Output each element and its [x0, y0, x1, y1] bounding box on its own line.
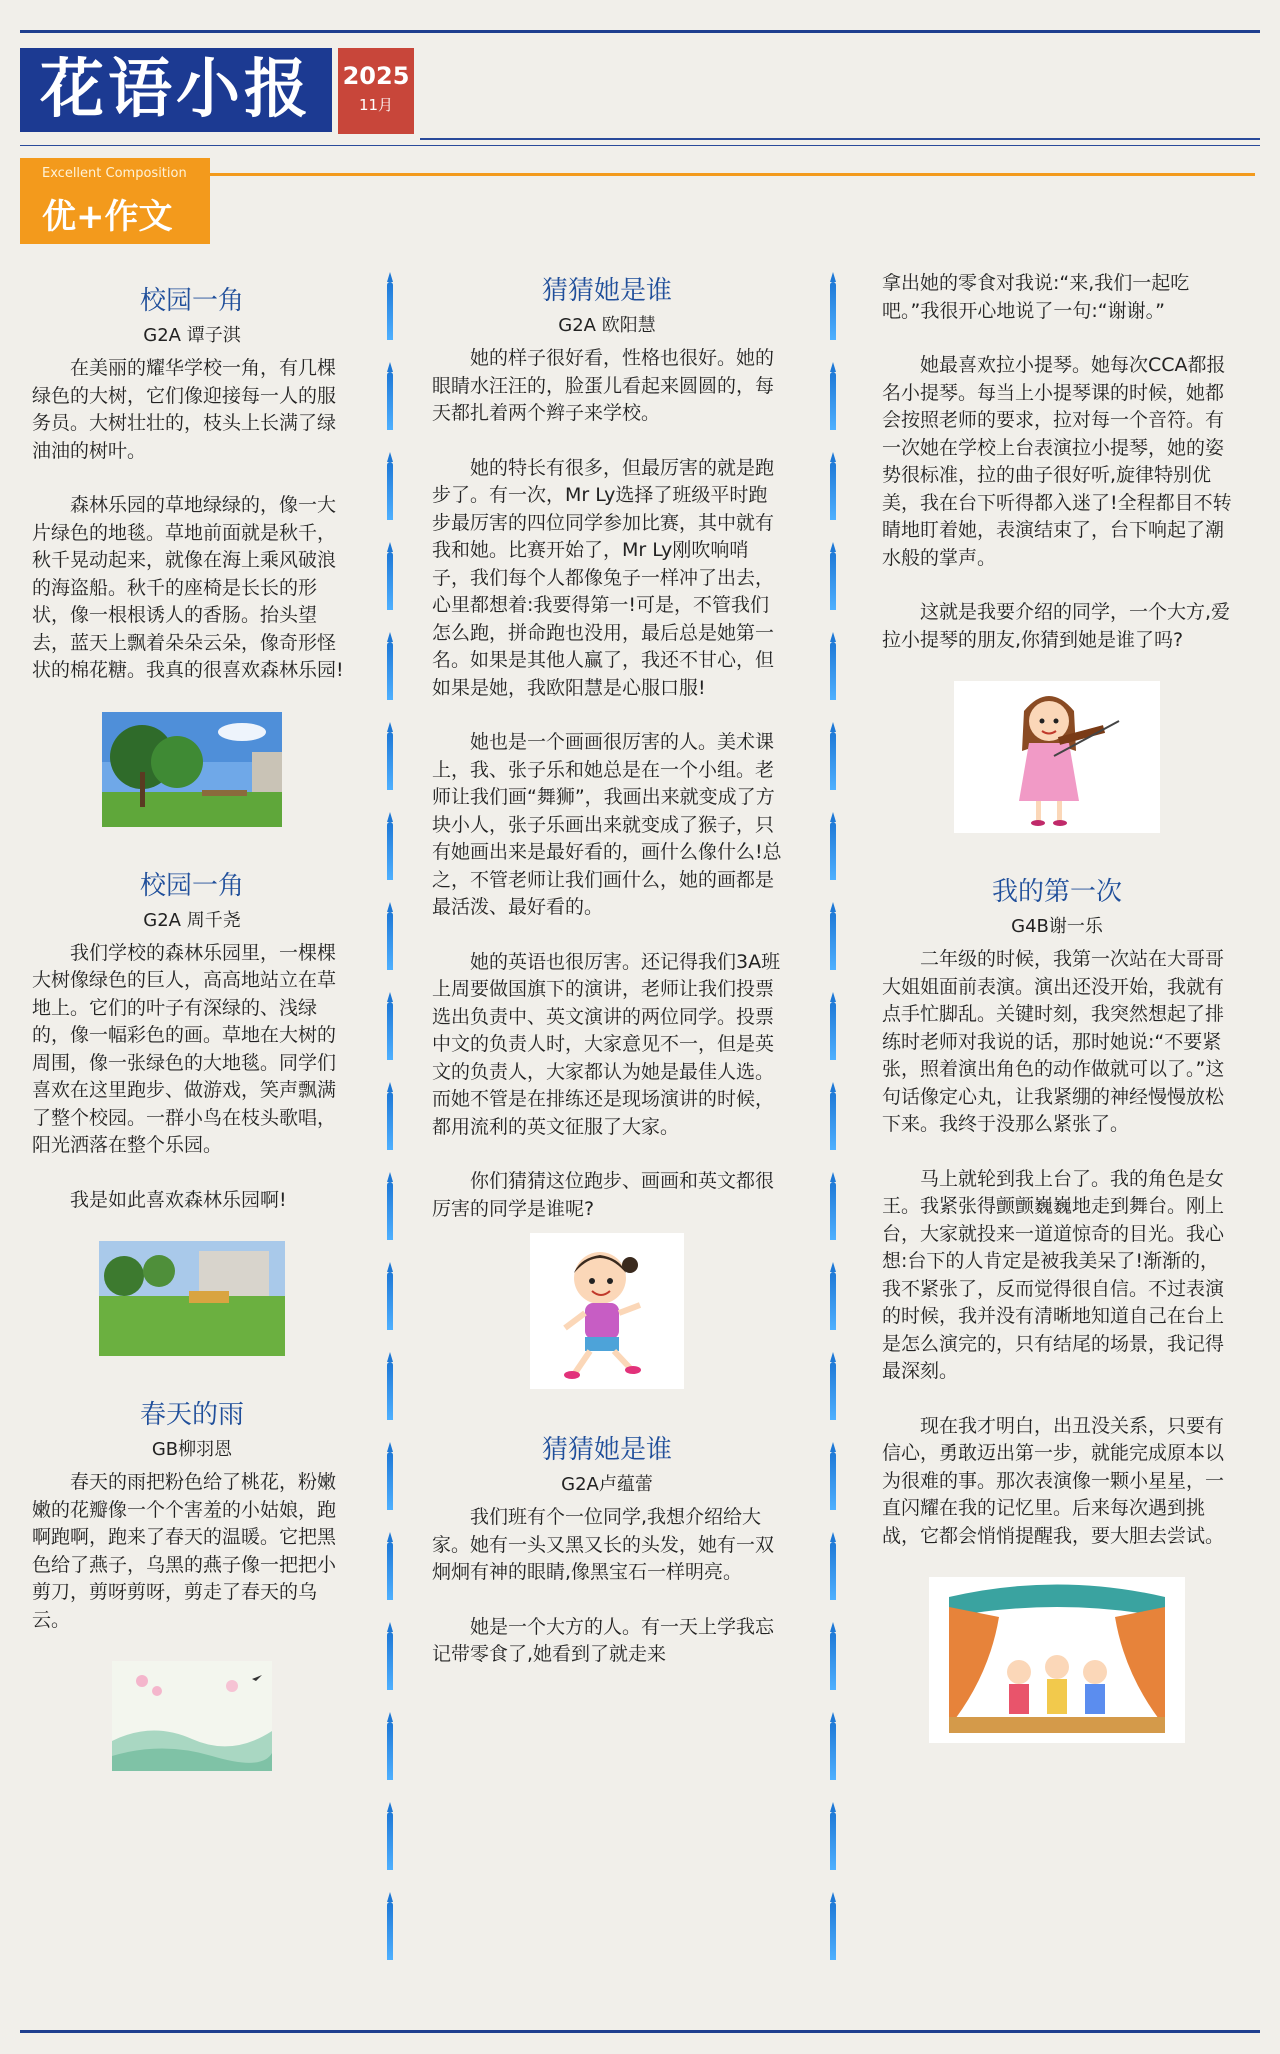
- article-author: G2A 谭子淇: [143, 325, 241, 346]
- spring-painting: [32, 1661, 352, 1771]
- article-author: G4B谢一乐: [1011, 916, 1103, 937]
- article-paragraph: 她是一个大方的人。有一天上学我忘记带零食了,她看到了就走来: [432, 1615, 775, 1665]
- column-3: [882, 270, 1232, 1781]
- article-author: G2A 周千尧: [143, 909, 241, 931]
- article-paragraph: 二年级的时候，我第一次站在大哥哥大姐姐面前表演。演出还没开始，我就有点手忙脚乱。关键时刻，我突然想起了排练时老师对我说的话，那时她说:“不要紧张，照着演出角色的动作做就可以了。”这句话像定心丸，让我紧绷的神经慢慢放松下来。我终于没那么紧张了。: [882, 948, 1225, 1135]
- lawn-photo: [32, 1241, 352, 1356]
- article-spring-rain: [32, 1394, 352, 1771]
- article-paragraph: 她的样子很好看，性格也很好。她的眼睛水汪汪的，脸蛋儿看起来圆圆的，每天都扎着两个辫子来学校。: [432, 347, 775, 424]
- issue-date-box: [338, 48, 414, 134]
- article-paragraph: 她也是一个画画很厉害的人。美术课上，我、张子乐和她总是在一个小组。老师让我们画“舞狮”，我画出来就变成了方块小人，张子乐画出来就变成了猴子，只有她画出来是最好看的，画什么像什么!总之，不管老师让我们画什么，她的画都是最活泼、最好看的。: [432, 731, 782, 918]
- article-paragraph: 我们班有个一位同学,我想介绍给大家。她有一头又黑又长的头发，她有一双炯炯有神的眼睛,像黑宝石一样明亮。: [432, 1506, 775, 1583]
- park-photo: [32, 712, 352, 827]
- article-title: 春天的雨: [139, 1400, 244, 1430]
- stage-performance-illustration: [882, 1577, 1232, 1743]
- article-guess-who-2: [432, 1429, 782, 1669]
- column-divider: [826, 270, 840, 1970]
- issue-month: 11月: [358, 96, 394, 114]
- article-paragraph: 森林乐园的草地绿绿的，像一大片绿色的地毯。草地前面就是秋千，秋千晃动起来，就像在海上乘风破浪的海盗船。秋千的座椅是长长的形状，像一根根诱人的香肠。抬头望去，蓝天上飘着朵朵云朵，像奇形怪状的棉花糖。我真的很喜欢森林乐园!: [32, 494, 344, 681]
- section-title-zh: 优+作文: [42, 197, 173, 237]
- article-title: 校园一角: [139, 870, 244, 901]
- column-2: [432, 270, 782, 1696]
- article-my-first-time: [882, 871, 1232, 1743]
- article-author: GB柳羽恩: [151, 1439, 233, 1460]
- article-paragraph: 你们猜猜这位跑步、画画和英文都很厉害的同学是谁呢?: [432, 1170, 775, 1220]
- article-title: 校园一角: [139, 286, 244, 316]
- violin-girl-illustration: [882, 681, 1232, 833]
- section-tab: [20, 158, 210, 244]
- article-paragraph: 拿出她的零食对我说:“来,我们一起吃吧。”我很开心地说了一句:“谢谢。”: [882, 272, 1190, 322]
- masthead-title: 花语小报: [20, 48, 332, 132]
- article-author: G2A 欧阳慧: [558, 315, 656, 336]
- article-title: 我的第一次: [991, 877, 1122, 907]
- article-paragraph: 现在我才明白，出丑没关系，只要有信心，勇敢迈出第一步，就能完成原本以为很难的事。那次表演像一颗小星星，一直闪耀在我的记忆里。后来每次遇到挑战，它都会悄悄提醒我，要大胆去尝试。: [882, 1414, 1225, 1547]
- article-paragraph: 她的英语也很厉害。还记得我们3A班上周要做国旗下的演讲，老师让我们投票选出负责中、英文演讲的两位同学。投票中文的负责人时，大家意见不一，但是英文的负责人，大家都认为她是最佳人选。而她不管是在排练还是现场演讲的时候，都用流利的英文征服了大家。: [432, 950, 781, 1138]
- article-paragraph: 在美丽的耀华学校一角，有几棵绿色的大树，它们像迎接每一人的服务员。大树壮壮的，枝头上长满了绿油油的树叶。: [32, 357, 337, 462]
- article-guess-who-1: [432, 270, 782, 1389]
- header-rule-2: [20, 145, 1260, 146]
- article-paragraph: 她的特长有很多，但最厉害的就是跑步了。有一次，Mr Ly选择了班级平时跑步最厉害的四位同学参加比赛，其中就有我和她。比赛开始了，Mr Ly刚吹响哨子，我们每个人都像兔子一样冲了出去，心里都想着:我要得第一!可是，不管我们怎么跑，拼命跑也没用，最后总是她第一名。如果是其他人赢了，我还不甘心，但如果是她，我欧阳慧是心服口服!: [432, 456, 775, 699]
- column-1: [32, 280, 352, 1809]
- article-title: 猜猜她是谁: [541, 276, 672, 306]
- article-author: G2A卢蕴蕾: [561, 1474, 653, 1495]
- article-title: 猜猜她是谁: [541, 1435, 672, 1465]
- column-divider: [383, 270, 397, 1970]
- bottom-border: [20, 2030, 1260, 2033]
- issue-year: 2025: [342, 62, 410, 90]
- article-campus-corner-1: [32, 280, 352, 827]
- article-paragraph: 这就是我要介绍的同学，一个大方,爱拉小提琴的朋友,你猜到她是谁了吗?: [882, 601, 1231, 651]
- article-paragraph: 我是如此喜欢森林乐园啊!: [70, 1188, 287, 1211]
- top-border: [20, 30, 1260, 33]
- article-campus-corner-2: [32, 865, 352, 1357]
- section-title-en: Excellent Composition: [42, 166, 187, 181]
- article-guess-who-2-continued: [882, 270, 1232, 833]
- running-girl-illustration: [432, 1233, 782, 1389]
- header-rule: [420, 138, 1260, 140]
- article-paragraph: 我们学校的森林乐园里，一棵棵大树像绿色的巨人，高高地站立在草地上。它们的叶子有深绿的、浅绿的，像一幅彩色的画。草地在大树的周围，像一张绿色的大地毯。同学们喜欢在这里跑步、做游戏，笑声飘满了整个校园。一群小鸟在枝头歌唱，阳光洒落在整个乐园。: [32, 941, 337, 1156]
- section-rule: [210, 173, 1255, 176]
- article-paragraph: 马上就轮到我上台了。我的角色是女王。我紧张得颤颤巍巍地走到舞台。刚上台，大家就投来一道道惊奇的目光。我心想:台下的人肯定是被我美呆了!渐渐的，我不紧张了，反而觉得很自信。不过表演的时候，我并没有清晰地知道自己在台上是怎么演完的，只有结尾的场景，我记得最深刻。: [882, 1167, 1225, 1382]
- article-paragraph: 春天的雨把粉色给了桃花，粉嫩嫩的花瓣像一个个害羞的小姑娘，跑啊跑啊，跑来了春天的温暖。它把黑色给了燕子，乌黑的燕子像一把把小剪刀，剪呀剪呀，剪走了春天的乌云。: [32, 1471, 337, 1631]
- article-paragraph: 她最喜欢拉小提琴。她每次CCA都报名小提琴。每当上小提琴课的时候，她都会按照老师的要求，拉对每一个音符。有一次她在学校上台表演拉小提琴，她的姿势很标准，拉的曲子很好听,旋律特别优美，我在台下听得都入迷了!全程都目不转睛地盯着她，表演结束了，台下响起了潮水般的掌声。: [882, 354, 1232, 569]
